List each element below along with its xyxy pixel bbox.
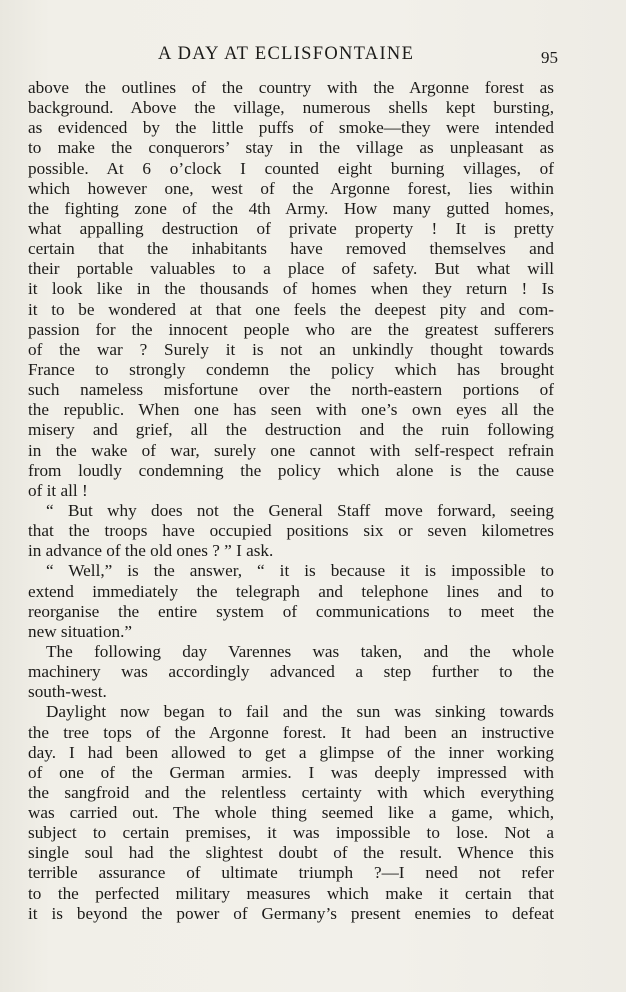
text-line: as evidenced by the little puffs of smoke—they were intended (28, 118, 554, 138)
running-title: A DAY AT ECLISFONTAINE (158, 44, 415, 64)
text-line: in advance of the old ones ? ” I ask. (28, 541, 274, 561)
text-line: to make the conquerors’ stay in the village as unpleasant as (28, 138, 554, 158)
text-line: France to strongly condemn the policy which has brought (28, 359, 554, 379)
text-line: to the perfected military measures which make it certain that (28, 883, 554, 903)
text-line: of the war ? Surely it is not an unkindly thought towards (28, 339, 554, 359)
text-line: passion for the innocent people who are the greatest sufferers (28, 319, 554, 339)
body-text (28, 78, 554, 924)
text-line: machinery was accordingly advanced a step further to the (28, 662, 554, 682)
text-line: it to be wondered at that one feels the deepest pity and com- (28, 299, 554, 319)
text-line: was carried out. The whole thing seemed like a game, which, (28, 803, 554, 823)
text-line: terrible assurance of ultimate triumph ?—I need not refer (28, 863, 554, 883)
text-line: of one of the German armies. I was deeply impressed with (28, 762, 554, 782)
text-line: the republic. When one has seen with one’s own eyes all the (28, 400, 554, 420)
text-line: possible. At 6 o’clock I counted eight burning villages, of (28, 158, 554, 178)
text-line: the tree tops of the Argonne forest. It had been an instructive (28, 722, 554, 742)
text-line: subject to certain premises, it was impossible to lose. Not a (28, 823, 554, 843)
text-line: what appalling destruction of private property ! It is pretty (28, 218, 554, 238)
text-line: which however one, west of the Argonne forest, lies within (28, 178, 554, 198)
text-line: misery and grief, all the destruction and the ruin following (28, 420, 554, 440)
text-line: above the outlines of the country with the Argonne forest as (28, 78, 554, 97)
page-header (28, 44, 558, 70)
text-line: the sangfroid and the relentless certainty with which everything (28, 782, 554, 802)
text-line: it look like in the thousands of homes when they return ! Is (28, 279, 554, 299)
text-line: Daylight now began to fail and the sun was sinking towards (46, 702, 554, 722)
text-line: that the troops have occupied positions six or seven kilometres (28, 521, 554, 541)
text-line: south-west. (28, 682, 107, 702)
text-line: in the wake of war, surely one cannot with self-respect refrain (28, 440, 554, 460)
text-line: extend immediately the telegraph and telephone lines and to (28, 581, 554, 601)
text-line: single soul had the slightest doubt of the result. Whence this (28, 843, 554, 863)
page-number: 95 (541, 48, 558, 67)
text-line: background. Above the village, numerous shells kept bursting, (28, 98, 554, 118)
text-line: certain that the inhabitants have removed themselves and (28, 239, 554, 259)
text-line: The following day Varennes was taken, and the whole (46, 641, 554, 661)
text-line: their portable valuables to a place of safety. But what will (28, 259, 554, 279)
text-line: of it all ! (28, 480, 88, 500)
text-line: new situation.” (28, 621, 133, 641)
text-line: the fighting zone of the 4th Army. How many gutted homes, (28, 198, 554, 218)
text-line: “ Well,” is the answer, “ it is because it is impossible to (46, 561, 554, 581)
text-line: it is beyond the power of Germany’s present enemies to defeat (28, 903, 554, 923)
text-line: reorganise the entire system of communications to meet the (28, 601, 554, 621)
text-line: day. I had been allowed to get a glimpse of the inner working (28, 742, 554, 762)
text-line: from loudly condemning the policy which alone is the cause (28, 460, 554, 480)
text-line: such nameless misfortune over the north-eastern portions of (28, 380, 554, 400)
text-line: “ But why does not the General Staff move forward, seeing (46, 500, 554, 520)
